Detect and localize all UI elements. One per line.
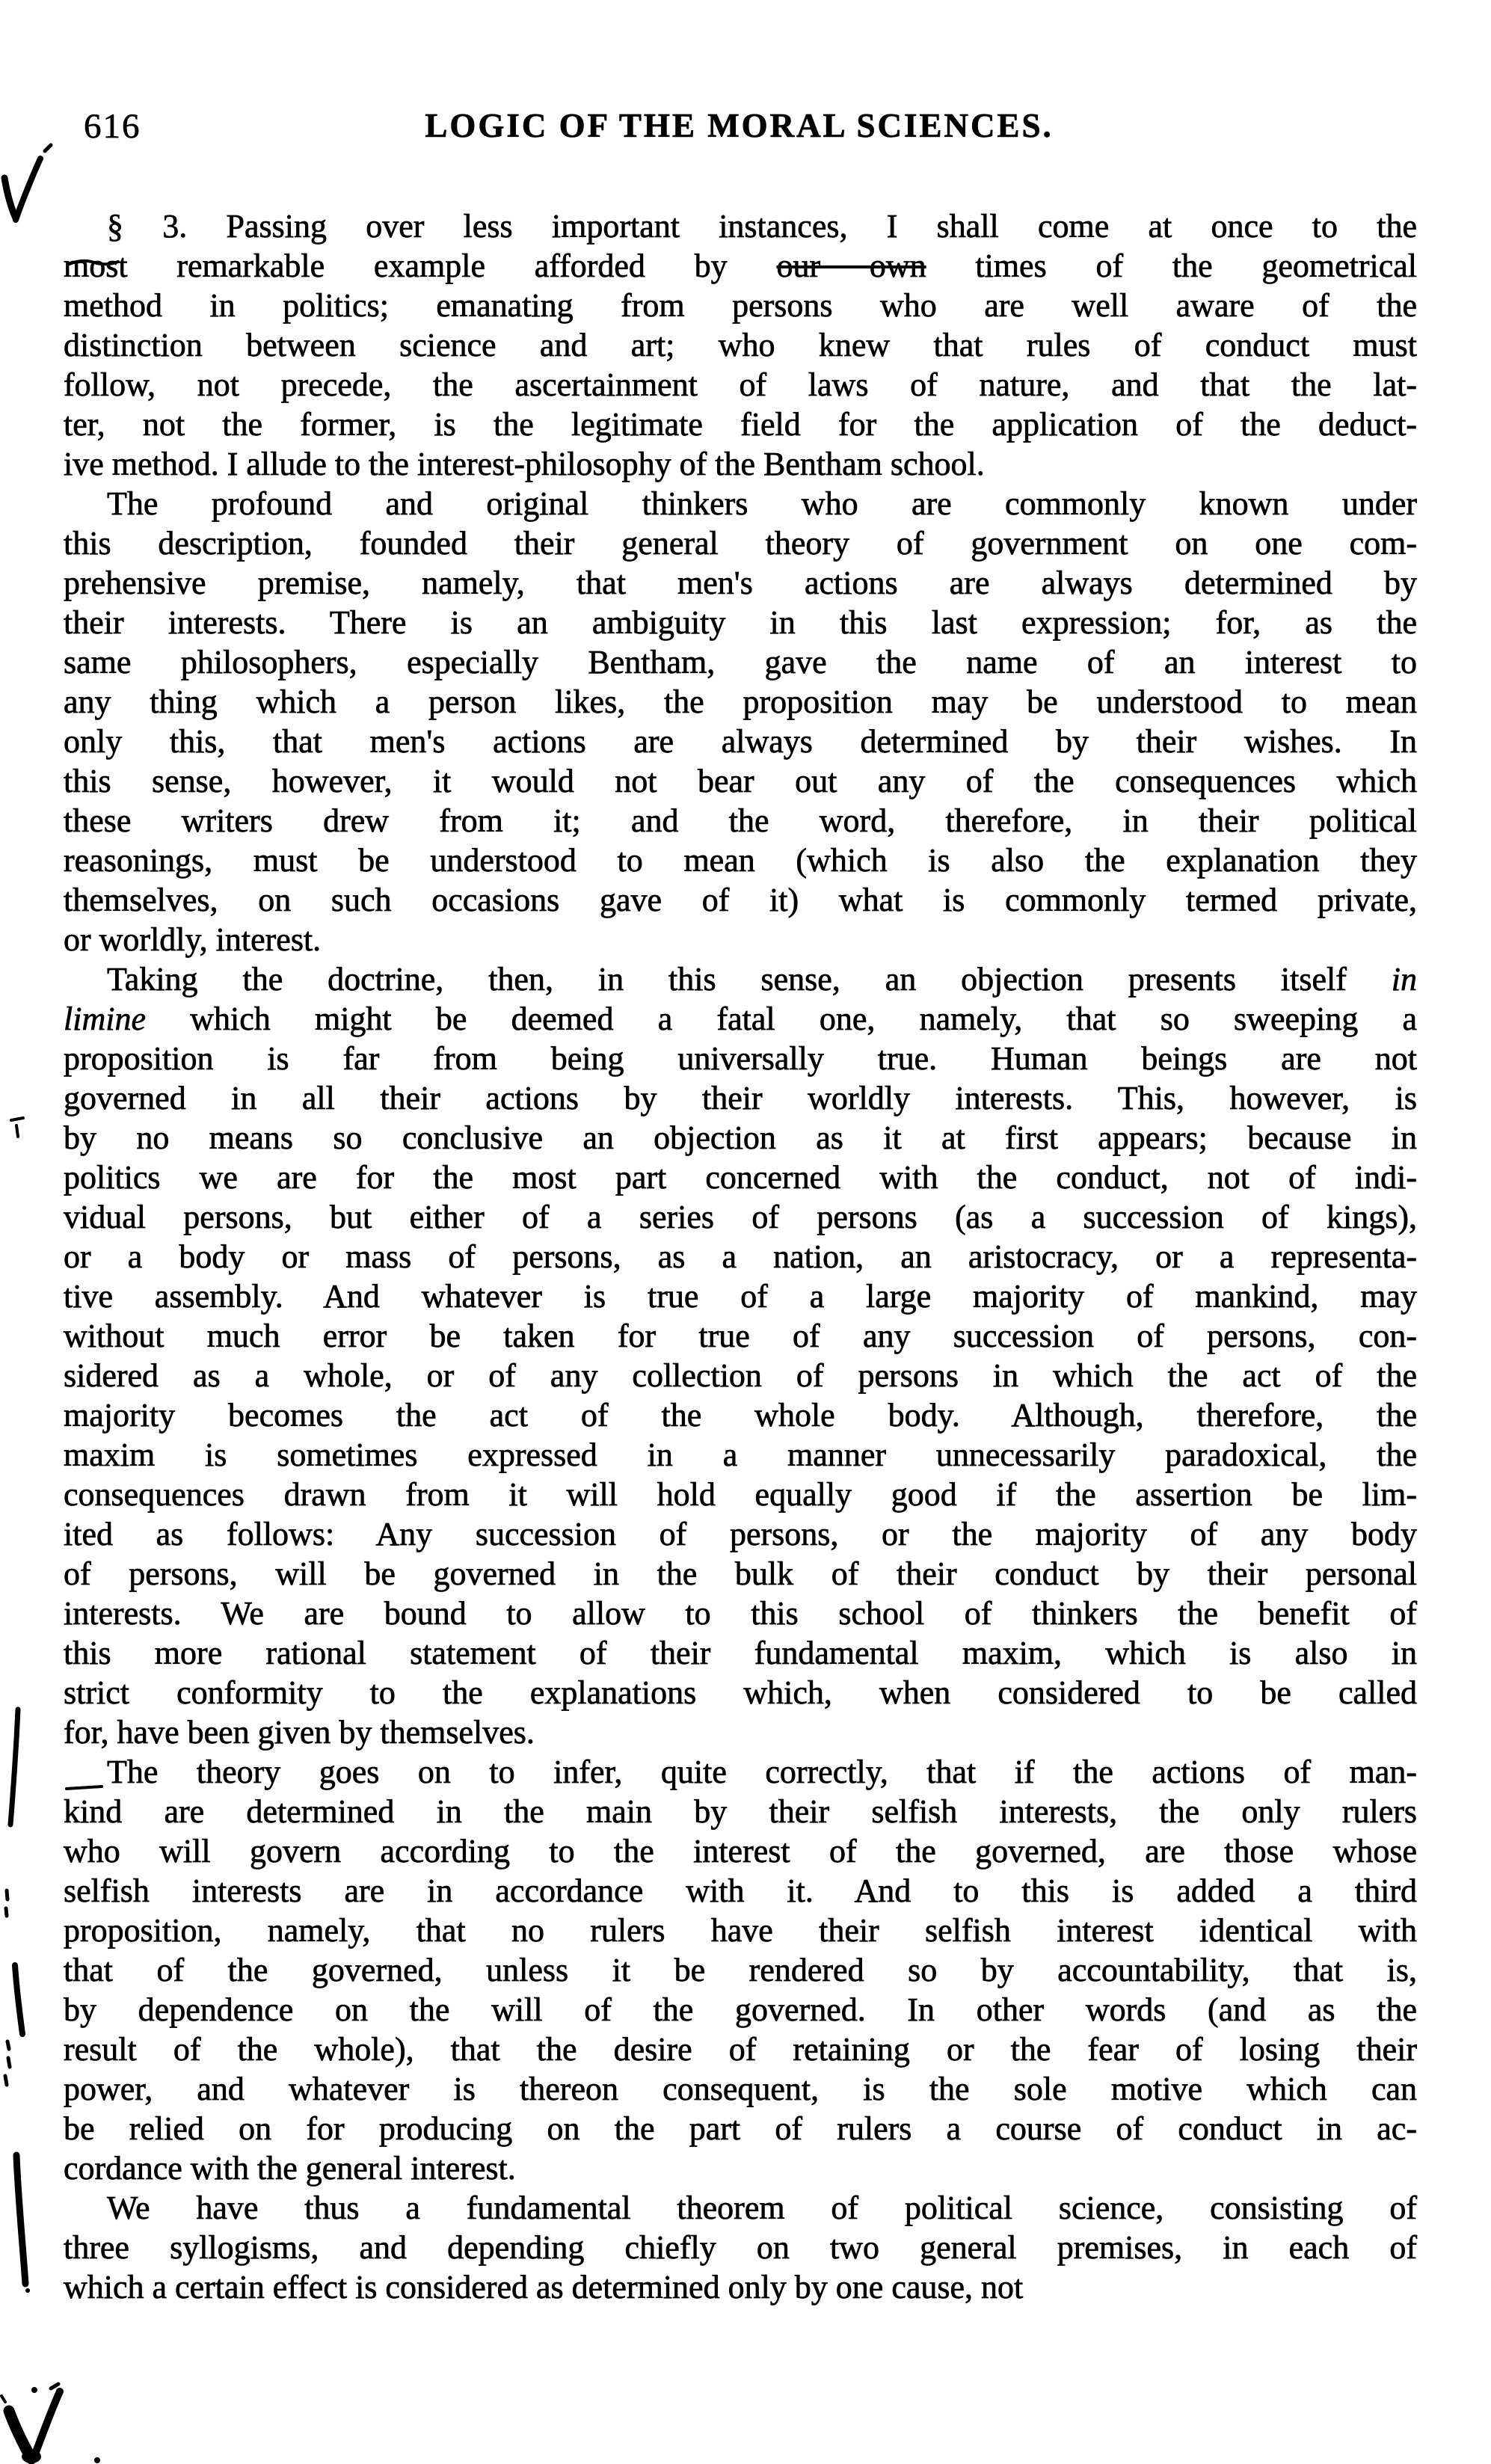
text-line: § 3. Passing over less important instances, I shall come at once to the [107, 208, 1417, 245]
pen-overline-kind-icon [64, 1784, 106, 1792]
text-line: prehensive premise, namely, that men's actions are always determined by [64, 565, 1417, 601]
text-line: their interests. There is an ambiguity in this last expression; for, as the [64, 604, 1417, 641]
text-line: method in politics; emanating from persons who are well aware of the [64, 287, 1417, 324]
text-line: power, and whatever is thereon consequent, is the sole motive which can [64, 2071, 1417, 2107]
text-line: tive assembly. And whatever is true of a large majority of mankind, may [64, 1278, 1417, 1315]
text-line: same philosophers, especially Bentham, gave the name of an interest to [64, 644, 1417, 680]
margin-dashes-1-icon [1, 1887, 12, 1923]
text-line: proposition is far from being universally true. Human beings are not [64, 1040, 1417, 1077]
text-line: these writers drew from it; and the word, therefore, in their political [64, 802, 1417, 839]
running-head: LOGIC OF THE MORAL SCIENCES. [425, 107, 1054, 144]
text-line: which a certain effect is considered as determined only by one cause, not [64, 2269, 1024, 2305]
text-line: this more rational statement of their fundamental maxim, which is also in [64, 1635, 1417, 1671]
text-line: any thing which a person likes, the proposition may be understood to mean [64, 683, 1417, 720]
text-line: only this, that men's actions are always determined by their wishes. In [64, 723, 1417, 760]
text-line: The profound and original thinkers who are commonly known under [107, 485, 1417, 522]
text-segment: limine [64, 1001, 146, 1037]
text-line: themselves, on such occasions gave of it) what is commonly termed private, [64, 882, 1417, 918]
text-segment: our own [776, 248, 926, 284]
text-line: kind are determined in the main by their selfish interests, the only rulers [64, 1793, 1417, 1830]
text-line: reasonings, must be understood to mean (which is also the explanation they [64, 842, 1417, 879]
text-line [64, 999, 1417, 1039]
text-line: strict conformity to the explanations which, when considered to be called [64, 1674, 1417, 1711]
text-line: majority becomes the act of the whole body. Although, therefore, the [64, 1397, 1417, 1434]
text-line: or a body or mass of persons, as a nation, an aristocracy, or a representa- [64, 1238, 1417, 1275]
pen-underline-most-icon [67, 257, 121, 268]
text-line: by dependence on the will of the governed. In other words (and as the [64, 1991, 1417, 2028]
text-line: of persons, will be governed in the bulk of their conduct by their personal [64, 1555, 1417, 1592]
margin-line-2-icon [6, 1962, 28, 2037]
text-line: result of the whole), that the desire of retaining or the fear of losing their [64, 2031, 1417, 2068]
text-line: without much error be taken for true of any succession of persons, con- [64, 1318, 1417, 1354]
text-line: interests. We are bound to allow to this school of thinkers the benefit of [64, 1595, 1417, 1632]
text-line: three syllogisms, and depending chiefly on two general premises, in each of [64, 2229, 1417, 2266]
bottom-v-checkmark-icon [0, 2381, 120, 2464]
text-line: proposition, namely, that no rulers have their selfish interest identical with [64, 1912, 1417, 1949]
text-line: governed in all their actions by their worldly interests. This, however, is [64, 1080, 1417, 1116]
text-line: that of the governed, unless it be rendered so by accountability, that is, [64, 1952, 1417, 1988]
text-line: or worldly, interest. [64, 921, 322, 958]
text-line: by no means so conclusive an objection as it at first appears; because in [64, 1119, 1417, 1156]
text-line: follow, not precede, the ascertainment of laws of nature, and that the lat- [64, 366, 1417, 403]
margin-line-1-icon [4, 1705, 24, 1829]
text-line: The theory goes on to infer, quite correctly, that if the actions of man- [107, 1754, 1417, 1790]
text-line: ive method. I allude to the interest-philosophy of the Bentham school. [64, 446, 985, 482]
text-line: maxim is sometimes expressed in a manner unnecessarily paradoxical, the [64, 1437, 1417, 1473]
text-line [64, 959, 1417, 999]
text-segment: most remarkable example afforded by [64, 248, 777, 284]
text-line: who will govern according to the interest of the governed, are those whose [64, 1833, 1417, 1869]
text-segment: in [1391, 961, 1417, 998]
text-line: be relied on for producing on the part of rulers a course of conduct in ac- [64, 2110, 1417, 2147]
margin-dashes-2-icon [1, 2039, 13, 2088]
text-line: selfish interests are in accordance with it. And to this is added a third [64, 1872, 1417, 1909]
text-line: for, have been given by themselves. [64, 1714, 535, 1751]
text-segment: times of the geometrical [926, 248, 1418, 284]
text-line [64, 246, 1417, 286]
text-segment: which might be deemed a fatal one, namely, that so sweeping a [145, 1001, 1417, 1037]
text-line: distinction between science and art; who knew that rules of conduct must [64, 327, 1417, 363]
text-line: vidual persons, but either of a series of persons (as a succession of kings), [64, 1199, 1417, 1235]
text-line: ter, not the former, is the legitimate field for the application of the deduct- [64, 406, 1417, 443]
text-line: this sense, however, it would not bear out any of the consequences which [64, 763, 1417, 799]
text-line: cordance with the general interest. [64, 2150, 516, 2187]
text-line: politics we are for the most part concerned with the conduct, not of indi- [64, 1159, 1417, 1196]
text-line: sidered as a whole, or of any collection of persons in which the act of the [64, 1357, 1417, 1394]
margin-line-3-icon [9, 2151, 33, 2294]
page-number: 616 [84, 107, 141, 146]
text-segment: Taking the doctrine, then, in this sense, an objection presents itself [107, 961, 1392, 998]
text-line: We have thus a fundamental theorem of political science, consisting of [107, 2190, 1417, 2226]
text-line: consequences drawn from it will hold equally good if the assertion be lim- [64, 1476, 1417, 1513]
body-text [64, 206, 1417, 2307]
margin-tick-icon [9, 1116, 28, 1140]
margin-checkmark-top-icon [0, 136, 66, 233]
text-line: ited as follows: Any succession of persons, or the majority of any body [64, 1516, 1417, 1552]
text-line: this description, founded their general theory of government on one com- [64, 525, 1417, 562]
